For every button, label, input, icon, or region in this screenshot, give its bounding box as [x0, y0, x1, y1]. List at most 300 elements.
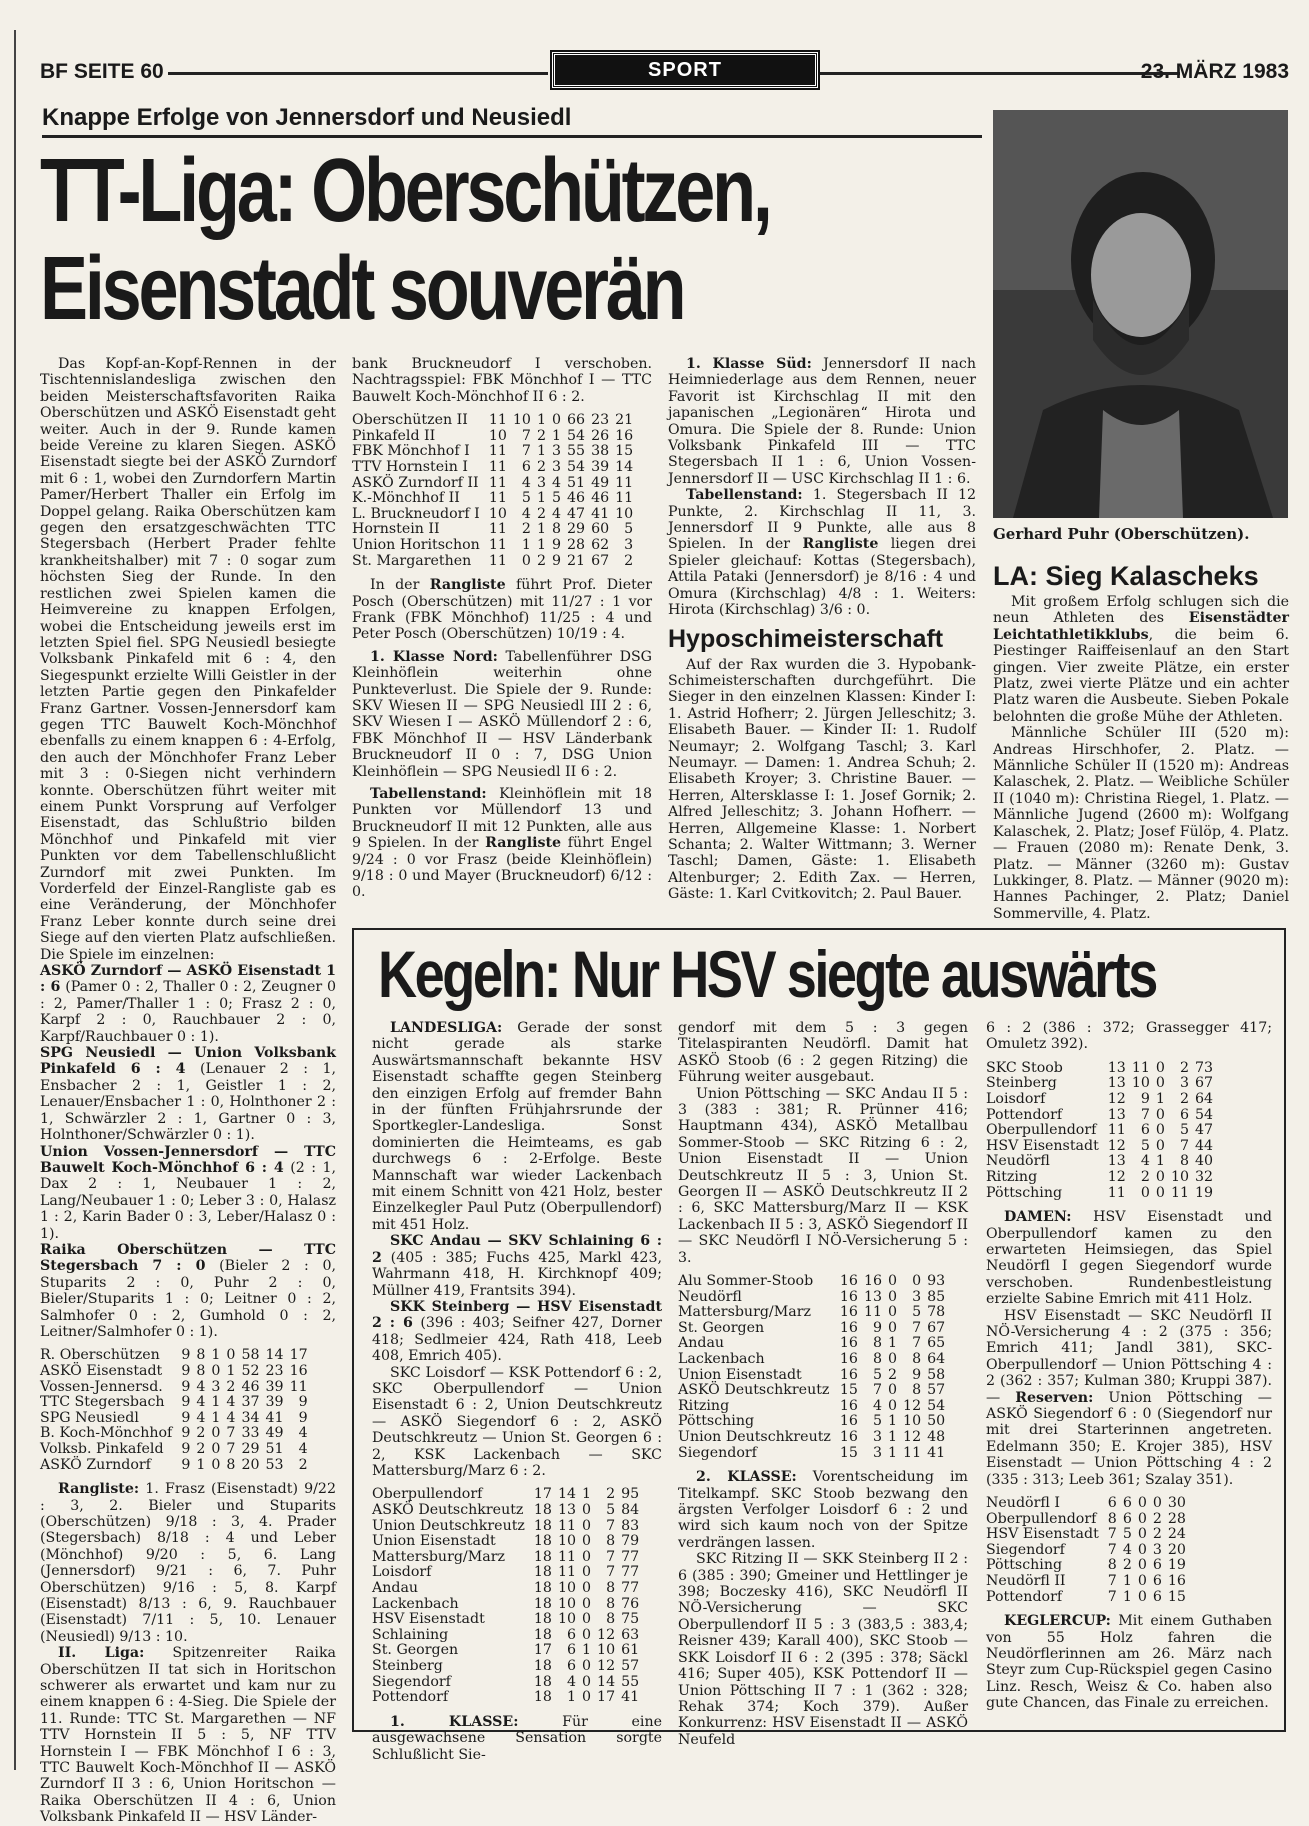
stat-cell: 16	[839, 1351, 858, 1368]
stat-cell: 20	[241, 1456, 260, 1473]
stat-cell: 49	[265, 1425, 284, 1442]
stat-cell: 7	[1107, 1526, 1117, 1543]
stat-cell: 18	[533, 1501, 552, 1518]
sued-tabellenstand: Tabellenstand: 1. Stegersbach II 12 Punkte, 2. Kirchschlag II 11, 3. Jennersdorf II 9 Punkte, alle aus 8 Spielen. In der Rangliste liegen drei Spieler gleichauf: Kottas (Stegersbach), Attila Pataki (Jennersdorf) je 8/16 : 4 und Omura (Kirchschlag) 4/8 : 1. Weiters: Hirota (Kirchschlag) 3/6 : 0.	[668, 487, 976, 619]
headline	[40, 142, 808, 338]
table-row	[678, 1305, 945, 1321]
stat-cell: 5	[521, 490, 531, 507]
stat-cell: 18	[533, 1626, 552, 1643]
stat-cell: 52	[241, 1362, 260, 1379]
stat-cell: 0	[1155, 1075, 1165, 1092]
stat-cell: 0	[1137, 1495, 1147, 1512]
table-row	[372, 1503, 639, 1519]
table-row	[40, 1364, 308, 1380]
stat-cell: 4	[226, 1409, 236, 1426]
table-row	[352, 538, 633, 554]
stat-cell: 2	[226, 1378, 236, 1395]
stat-cell: 0	[1137, 1541, 1147, 1558]
stat-cell: 10	[557, 1595, 577, 1612]
team-name: Pinkafeld II	[352, 427, 436, 444]
stat-cell: 11	[903, 1444, 922, 1461]
stat-cell: 10	[488, 427, 507, 444]
table-row	[40, 1442, 308, 1458]
stat-cell: 4	[196, 1409, 206, 1426]
stat-cell: 16	[863, 1273, 883, 1290]
stat-cell: 6	[1140, 1122, 1150, 1139]
team-name: B. Koch-Mönchhof	[40, 1425, 173, 1442]
stat-cell: 10	[557, 1611, 577, 1628]
stat-cell: 18	[533, 1595, 552, 1612]
standings-kegeln-klasse2	[986, 1061, 1213, 1201]
stat-cell: 0	[1155, 1168, 1165, 1185]
team-name: Steinberg	[986, 1075, 1057, 1092]
stat-cell: 18	[533, 1517, 552, 1534]
stat-cell: 11	[488, 459, 507, 475]
stat-cell: 11	[488, 490, 507, 507]
stat-cell: 18	[533, 1657, 552, 1674]
stat-cell: 7	[872, 1382, 883, 1399]
table-row	[372, 1597, 639, 1613]
stat-cell: 6	[1107, 1495, 1117, 1512]
table-row	[986, 1108, 1213, 1124]
la-intro: Mit großem Erfolg schlugen sich die neun Athleten des Eisenstädter Leichtathletikklubs, die beim 6. Piestinger Raiffeisenlauf an den Start gingen. Vier zweite Plätze, ein erster Platz, zwei vierte Plätze und ein achter Platz waren die Ausbeute. Sieben Pokale belohnten die große Mühe der Athleten.	[993, 594, 1289, 725]
stat-cell: 16	[839, 1429, 858, 1446]
stat-cell: 77	[621, 1564, 640, 1581]
table-row	[40, 1395, 308, 1411]
stat-cell: 7	[521, 443, 531, 460]
stat-cell: 0	[888, 1351, 898, 1368]
other-results: SKC Loisdorf — KSK Pottendorf 6 : 2, SKC Oberpullendorf — Union Eisenstadt 6 : 2, Union Deutschkreutz — ASKÖ Siegendorf 6 : 2, ASKÖ Deutschkreutz — Union St. Georgen 6 : 2, KSK Lackenbach — SKC Mattersburg/Marz 6 : 2.	[372, 1364, 662, 1479]
stat-cell: 1	[536, 536, 546, 553]
stat-cell: 1	[536, 443, 546, 460]
stat-cell: 13	[557, 1501, 577, 1518]
team-name: SKC Stoob	[986, 1059, 1063, 1076]
stat-cell: 1	[211, 1394, 221, 1411]
page-number: BF SEITE 60	[40, 60, 164, 83]
stat-cell: 4	[1140, 1153, 1150, 1170]
stat-cell: 4	[551, 505, 561, 522]
stat-cell: 51	[567, 474, 586, 491]
table-row	[986, 1154, 1213, 1170]
klasse2-paragraph: 2. KLASSE: Vorentscheidung im Titelkampf. SKC Stoob bezwang den ärgsten Verfolger Loisdorf 6 : 2 und wird sich kaum noch von der Spitze verdrängen lassen.	[678, 1469, 968, 1551]
la-column	[993, 556, 1289, 922]
stat-cell: 7	[521, 427, 531, 444]
stat-cell: 0	[582, 1564, 592, 1581]
stat-cell: 9	[181, 1440, 191, 1457]
stat-cell: 7	[912, 1335, 922, 1352]
stat-cell: 41	[621, 1689, 640, 1706]
hypo-paragraph: Auf der Rax wurden die 3. Hypobank-Schimeisterschaften durchgeführt. Die Sieger in den einzelnen Klassen: Kinder I: 1. Astrid Hofherr; 2. Jürgen Jelleschitz; 3. Elisabeth Bauer. — Kinder II: 1. Rudolf Neumayr; 2. Wolfgang Taschl; 3. Karl Neumayr. — Damen: 1. Andrea Schuh; 2. Elisabeth Kroyer; 3. Christine Bauer. — Herren, Altersklasse I: 1. Josef Gornik; 2. Alfred Jelleschitz; 3. Johann Hofherr. — Herren, Allgemeine Klasse: 1. Norbert Schanta; 2. Walter Wittmann; 3. Werner Taschl; Damen, Gäste: 1. Elisabeth Altenburger; 2. Edith Zax. — Herren, Gäste: 1. Karl Cvitkovitch; 2. Paul Bauer.	[668, 656, 976, 903]
team-name: HSV Eisenstadt	[372, 1611, 485, 1628]
stat-cell: 0	[888, 1273, 898, 1290]
table-row	[40, 1411, 308, 1427]
team-name: Union Eisenstadt	[678, 1366, 802, 1383]
stat-cell: 2	[536, 427, 546, 444]
stat-cell: 19	[1167, 1557, 1186, 1574]
table-row	[352, 413, 633, 429]
stat-cell: 4	[551, 474, 561, 491]
table-row	[678, 1321, 945, 1337]
stat-cell: 9	[181, 1347, 191, 1364]
stat-cell: 4	[521, 505, 531, 522]
table-row	[986, 1543, 1186, 1559]
stat-cell: 13	[863, 1288, 883, 1305]
stat-cell: 18	[533, 1579, 552, 1596]
stat-cell: 9	[298, 1409, 308, 1426]
stat-cell: 8	[912, 1351, 922, 1368]
table-row	[678, 1430, 945, 1446]
stat-cell: 16	[839, 1319, 858, 1336]
stat-cell: 4	[226, 1394, 236, 1411]
team-name: Lackenbach	[372, 1595, 459, 1612]
stat-cell: 9	[298, 1394, 308, 1411]
table-row	[372, 1675, 639, 1691]
stat-cell: 61	[621, 1642, 640, 1659]
table-row	[372, 1643, 639, 1659]
stat-cell: 2	[606, 1486, 616, 1503]
stat-cell: 4	[298, 1425, 308, 1442]
team-name: Oberpullendorf	[986, 1510, 1097, 1527]
stat-cell: 2	[521, 521, 531, 538]
stat-cell: 6	[1122, 1495, 1132, 1512]
stat-cell: 17	[533, 1486, 552, 1503]
stat-cell: 11	[488, 443, 507, 460]
stat-cell: 2	[1140, 1168, 1150, 1185]
stat-cell: 21	[615, 412, 634, 429]
issue-date: 23. MÄRZ 1983	[1140, 60, 1289, 83]
stat-cell: 44	[1195, 1137, 1214, 1154]
stat-cell: 67	[1195, 1075, 1214, 1092]
stat-cell: 2	[536, 552, 546, 569]
stat-cell: 3	[551, 459, 561, 475]
stat-cell: 9	[1140, 1091, 1150, 1107]
stat-cell: 37	[241, 1394, 260, 1411]
stat-cell: 2	[196, 1425, 206, 1442]
team-name: ASKÖ Deutschkreutz	[372, 1501, 524, 1518]
stat-cell: 3	[872, 1429, 883, 1446]
stat-cell: 0	[1155, 1059, 1165, 1076]
stat-cell: 5	[1122, 1526, 1132, 1543]
stat-cell: 0	[1140, 1184, 1150, 1201]
steinberg-result: SKK Steinberg — HSV Eisenstadt 2 : 6 (396 : 403; Seifner 427, Dorner 418; Sedlmeier 424, Rath 418, Leeb 408, Emrich 405).	[372, 1298, 662, 1365]
team-name: Andau	[678, 1335, 725, 1352]
table-row	[678, 1336, 945, 1352]
team-name: St. Georgen	[372, 1642, 459, 1659]
stat-cell: 1	[551, 427, 561, 444]
stat-cell: 54	[1195, 1106, 1214, 1123]
klasse1-results: Union Pöttsching — SKC Andau II 5 : 3 (383 : 381; R. Prünner 416; Hauptmann 434), ASKÖ Metallbau Sommer-Stoob — SKC Ritzing 6 : 2, Union Eisenstadt II — Union Deutschkreutz II 5 : 3, Union St. Georgen II — ASKÖ Deutschkreutz II 2 : 6, SKC Mattersburg/Marz II — KSK Lackenbach II 5 : 3, ASKÖ Siegendorf II — SKC Neudörfl I NÖ-Versicherung 5 : 3.	[678, 1085, 968, 1266]
stat-cell: 66	[567, 412, 586, 429]
stat-cell: 60	[591, 521, 610, 538]
stat-cell: 23	[265, 1362, 284, 1379]
header-rule-right	[820, 72, 1180, 75]
team-name: Oberpullendorf	[372, 1486, 483, 1503]
stat-cell: 0	[1137, 1510, 1147, 1527]
stat-cell: 16	[839, 1366, 858, 1383]
stat-cell: 16	[839, 1335, 858, 1352]
stat-cell: 6	[566, 1657, 577, 1674]
match-1: ASKÖ Zurndorf — ASKÖ Eisenstadt 1 : 6 (Pamer 0 : 2, Thaller 0 : 2, Zeugner 0 : 2, Pamer/Thaller 1 : 0; Frasz 2 : 0, Karpf 2 : 0, Rauchbauer 2 : 0, Karpf/Rauchbauer 0 : 1).	[40, 963, 336, 1045]
stat-cell: 64	[927, 1351, 946, 1368]
stat-cell: 1	[536, 490, 546, 507]
stat-cell: 1	[566, 1689, 577, 1706]
damen-results: HSV Eisenstadt — SKC Neudörfl II NÖ-Versicherung 4 : 2 (375 : 356; Emrich 411; Jandl 381), SKC-Oberpullendorf — Union Pöttsching 4 : 2 (362 : 357; Kulman 380; Kruppi 387). — Reserven: Union Pöttsching — ASKÖ Siegendorf 6 : 0 (Siegendorf nur mit drei Starterinnen angetreten. Edelmann 350; E. Krojer 385), HSV Eisenstadt — Union Pöttsching 4 : 2 (335 : 313; Leeb 361; Szalay 351).	[986, 1307, 1272, 1488]
stat-cell: 4	[196, 1394, 206, 1411]
table-row	[372, 1628, 639, 1644]
stat-cell: 6	[521, 459, 531, 475]
stat-cell: 1	[582, 1642, 592, 1659]
stat-cell: 0	[912, 1273, 922, 1290]
stat-cell: 50	[927, 1413, 946, 1430]
table-row	[986, 1092, 1213, 1108]
headline-line-1: TT-Liga: Oberschützen,	[40, 141, 770, 241]
stat-cell: 2	[1152, 1526, 1162, 1543]
stat-cell: 76	[621, 1595, 640, 1612]
team-name: Union Horitschon	[352, 536, 480, 553]
team-name: Mattersburg/Marz	[678, 1304, 811, 1321]
team-name: Pottendorf	[372, 1689, 449, 1706]
liga2-paragraph: II. Liga: Spitzenreiter Raika Oberschützen II tat sich in Horitschon schwerer als erwartet und kam nur zu einem knappen 6 : 4-Sieg. Die Spiele der 11. Runde: TTC St. Margarethen — NF TTV Hornstein II 5 : 5, NF TTV Hornstein I — FBK Mönchhof I 6 : 3, TTC Bauwelt Koch-Mönchhof II — ASKÖ Zurndorf II 3 : 6, Union Horitschon — Raika Oberschützen II 4 : 6, Union Volksbank Pinkafeld II — HSV Länder-	[40, 1645, 337, 1826]
stat-cell: 0	[582, 1548, 592, 1565]
stat-cell: 32	[1195, 1168, 1214, 1185]
stat-cell: 28	[567, 536, 586, 553]
stat-cell: 9	[181, 1394, 191, 1411]
stat-cell: 2	[1152, 1510, 1162, 1527]
hypo-title: Hyposchimeisterschaft	[668, 624, 944, 653]
team-name: Pöttsching	[986, 1557, 1063, 1574]
team-name: Alu Sommer-Stoob	[678, 1273, 814, 1290]
standings-liga2	[352, 413, 633, 569]
column-2	[352, 356, 652, 901]
stat-cell: 0	[582, 1626, 592, 1643]
stat-cell: 13	[1107, 1075, 1126, 1092]
stat-cell: 3	[536, 474, 546, 491]
nord-tabellenstand: Tabellenstand: Kleinhöflein mit 18 Punkten vor Müllendorf 13 und Bruckneudorf II mit 12 Punkten, alle aus 9 Spielen. In der Rangliste führt Engel 9/24 : 0 vor Frasz (beide Kleinhöflein) 9/18 : 0 und Mayer (Bruckneudorf) 6/12 : 0.	[352, 786, 652, 901]
stat-cell: 8	[551, 521, 561, 538]
landesliga-paragraph: LANDESLIGA: Gerade der sonst nicht gerade als starke Auswärtsmannschaft bekannte HSV Eisenstadt schaffte gegen Steinberg den einzigen Erfolg auf fremder Bahn in der fünften Frühjahrsrunde der Sportkegler-Landesliga. Sonst dominierten die Heimteams, es gab durchwegs 6 : 2-Erfolge. Beste Mannschaft war wieder Lackenbach mit einem Schnitt von 421 Holz, bester Einzelkegler Paul Putz (Oberpullendorf) mit 451 Holz.	[372, 1020, 662, 1233]
team-name: Mattersburg/Marz	[372, 1548, 505, 1565]
stat-cell: 46	[567, 490, 586, 507]
stat-cell: 0	[888, 1382, 898, 1399]
team-name: Union Eisenstadt	[372, 1533, 496, 1550]
stat-cell: 16	[839, 1397, 858, 1414]
stat-cell: 1	[196, 1456, 206, 1473]
table-row	[372, 1581, 639, 1597]
column-1	[40, 356, 336, 1826]
stat-cell: 8	[606, 1611, 616, 1628]
stat-cell: 14	[615, 459, 634, 475]
stat-cell: 9	[181, 1425, 191, 1442]
stat-cell: 11	[488, 412, 507, 429]
team-name: Siegendorf	[678, 1444, 757, 1461]
stat-cell: 16	[1167, 1573, 1186, 1590]
stat-cell: 84	[621, 1501, 640, 1518]
stat-cell: 13	[1107, 1059, 1126, 1076]
stat-cell: 4	[521, 474, 531, 491]
stat-cell: 0	[582, 1579, 592, 1596]
stat-cell: 0	[582, 1673, 592, 1690]
damen-paragraph: DAMEN: HSV Eisenstadt und Oberpullendorf kamen zu den erwarteten Heimsiegen, das Spiel Neudörfl I gegen Siegendorf wurde verschoben. Rundenbestleistung erzielte Sabine Emrich mit 411 Holz.	[986, 1209, 1272, 1308]
table-row	[986, 1186, 1213, 1202]
table-row	[40, 1458, 308, 1474]
stat-cell: 14	[557, 1486, 577, 1503]
stat-cell: 5	[606, 1501, 616, 1518]
stat-cell: 18	[533, 1564, 552, 1581]
stat-cell: 10	[488, 505, 507, 522]
stat-cell: 7	[1107, 1541, 1117, 1558]
stat-cell: 11	[1131, 1059, 1150, 1076]
kegeln-column-2	[678, 1020, 968, 1748]
team-name: ASKÖ Eisenstadt	[40, 1362, 163, 1379]
klasse-nord: 1. Klasse Nord: Tabellenführer DSG Kleinhöflein weiterhin ohne Punkteverlust. Die Spiele der 9. Runde: SKV Wiesen II — SPG Neusiedl III 2 : 6, SKV Wiesen I — ASKÖ Müllendorf 2 : 6, FBK Mönchhof II — HSV Länderbank Bruckneudorf II 0 : 7, DSG Union Kleinhöflein — SPG Neusiedl II 6 : 2.	[352, 648, 652, 780]
stat-cell: 93	[927, 1273, 946, 1290]
stat-cell: 0	[582, 1595, 592, 1612]
team-name: ASKÖ Zurndorf	[40, 1456, 151, 1473]
team-name: St. Margarethen	[352, 552, 472, 569]
stat-cell: 18	[533, 1548, 552, 1565]
stat-cell: 1	[1155, 1153, 1165, 1170]
kegeln-column-1	[372, 1020, 662, 1763]
table-row	[678, 1383, 945, 1399]
stat-cell: 3	[872, 1444, 883, 1461]
stat-cell: 46	[591, 490, 610, 507]
table-row	[986, 1496, 1186, 1512]
column-3	[668, 356, 976, 903]
team-name: Andau	[372, 1579, 419, 1596]
stat-cell: 12	[597, 1657, 616, 1674]
stat-cell: 12	[1107, 1168, 1126, 1185]
stat-cell: 9	[872, 1319, 883, 1336]
team-name: ASKÖ Zurndorf II	[352, 474, 479, 491]
stat-cell: 2	[1122, 1557, 1132, 1574]
stat-cell: 7	[606, 1548, 616, 1565]
stat-cell: 1	[536, 521, 546, 538]
stat-cell: 2	[536, 459, 546, 475]
stat-cell: 8	[606, 1533, 616, 1550]
stat-cell: 40	[1195, 1153, 1214, 1170]
stat-cell: 8	[606, 1579, 616, 1596]
stat-cell: 5	[551, 490, 561, 507]
stat-cell: 0	[211, 1425, 221, 1442]
stat-cell: 0	[521, 552, 531, 569]
stat-cell: 49	[591, 474, 610, 491]
stat-cell: 15	[615, 443, 634, 460]
standings-kegeln-damen	[986, 1496, 1186, 1605]
stat-cell: 11	[1107, 1122, 1126, 1139]
stat-cell: 5	[1179, 1122, 1189, 1139]
team-name: Neudörfl	[986, 1153, 1050, 1170]
stat-cell: 38	[591, 443, 610, 460]
match-2: SPG Neusiedl — Union Volksbank Pinkafeld 6 : 4 (Lenauer 2 : 1, Ensbacher 2 : 1, Geistler 1 : 2, Lenauer/Ensbacher 1 : 0, Holnthoner 2 : 1, Schwärzler 2 : 1, Gartner 0 : 3, Holnthoner/Schwärzler 0 : 1).	[40, 1045, 336, 1144]
table-row	[372, 1534, 639, 1550]
stat-cell: 16	[839, 1413, 858, 1430]
stat-cell: 8	[872, 1351, 883, 1368]
stat-cell: 41	[591, 505, 610, 522]
stat-cell: 18	[533, 1611, 552, 1628]
stat-cell: 39	[591, 459, 610, 475]
stat-cell: 41	[265, 1409, 284, 1426]
stat-cell: 0	[582, 1689, 592, 1706]
margin-line	[14, 30, 16, 1770]
stat-cell: 2	[1179, 1059, 1189, 1076]
stat-cell: 95	[621, 1486, 640, 1503]
stat-cell: 0	[1155, 1106, 1165, 1123]
team-name: Schlaining	[372, 1626, 449, 1643]
stat-cell: 11	[557, 1564, 577, 1581]
table-row	[986, 1139, 1213, 1155]
stat-cell: 6	[1152, 1588, 1162, 1605]
stat-cell: 85	[927, 1288, 946, 1305]
stat-cell: 75	[621, 1611, 640, 1628]
stat-cell: 1	[1122, 1573, 1132, 1590]
stat-cell: 12	[1107, 1137, 1126, 1154]
stat-cell: 54	[567, 459, 586, 475]
stat-cell: 4	[566, 1673, 577, 1690]
stat-cell: 5	[872, 1413, 883, 1430]
stat-cell: 1	[211, 1409, 221, 1426]
team-name: Pöttsching	[678, 1413, 755, 1430]
table-row	[352, 522, 633, 538]
rangliste-paragraph: Rangliste: 1. Frasz (Eisenstadt) 9/22 : 3, 2. Bieler und Stuparits (Oberschützen) 9/18 : 3, 4. Prader (Stegersbach) 8/18 : 4 und Leber (Mönchhof) 9/20 : 5, 6. Lang (Jennersdorf) 9/21 : 6, 7. Puhr Oberschützen) 9/16 : 5, 8. Karpf (Eisenstadt) 8/13 : 6, 9. Rauchbauer (Eisenstadt) 7/11 : 5, 10. Lenauer (Neusiedl) 9/13 : 10.	[40, 1481, 336, 1645]
stat-cell: 51	[265, 1440, 284, 1457]
stat-cell: 58	[241, 1347, 260, 1364]
stat-cell: 10	[597, 1642, 616, 1659]
stat-cell: 0	[1155, 1137, 1165, 1154]
stat-cell: 67	[927, 1319, 946, 1336]
table-row	[372, 1550, 639, 1566]
stat-cell: 8	[606, 1595, 616, 1612]
stat-cell: 10	[615, 505, 634, 522]
stat-cell: 3	[912, 1288, 922, 1305]
stat-cell: 8	[226, 1456, 236, 1473]
stat-cell: 3	[211, 1378, 221, 1395]
stat-cell: 20	[1167, 1541, 1186, 1558]
table-row	[986, 1170, 1213, 1186]
stat-cell: 7	[606, 1517, 616, 1534]
stat-cell: 8	[1107, 1557, 1117, 1574]
team-name: FBK Mönchhof I	[352, 443, 470, 460]
stat-cell: 7	[1179, 1137, 1189, 1154]
klasse-sued: 1. Klasse Süd: Jennersdorf II nach Heimniederlage aus dem Rennen, neuer Favorit ist Kirchschlag II mit den japanischen „Legionären“ Hirota und Omura. Die Spiele der 8. Runde: Union Volksbank Pinkafeld III — TTC Stegersbach II 1 : 6, Union Vossen-Jennersdorf II — USC Kirchschlag II 1 : 6.	[668, 356, 976, 487]
team-name: Neudörfl	[678, 1288, 742, 1305]
team-name: SPG Neusiedl	[40, 1409, 139, 1426]
stat-cell: 9	[181, 1456, 191, 1473]
stat-cell: 33	[241, 1425, 260, 1442]
table-row	[678, 1368, 945, 1384]
stat-cell: 10	[903, 1413, 922, 1430]
stat-cell: 8	[196, 1362, 206, 1379]
stat-cell: 26	[591, 427, 610, 444]
header-rule-left	[168, 72, 548, 75]
stat-cell: 10	[1170, 1168, 1189, 1185]
stat-cell: 2	[624, 552, 634, 569]
team-name: HSV Eisenstadt	[986, 1137, 1099, 1154]
stat-cell: 3	[1179, 1075, 1189, 1092]
stat-cell: 5	[872, 1366, 883, 1383]
stat-cell: 11	[1170, 1184, 1189, 1201]
stat-cell: 12	[903, 1397, 922, 1414]
stat-cell: 29	[567, 521, 586, 538]
stat-cell: 11	[863, 1304, 883, 1321]
stat-cell: 7	[606, 1564, 616, 1581]
team-name: Loisdorf	[372, 1564, 432, 1581]
team-name: Vossen-Jennersd.	[40, 1378, 163, 1395]
stat-cell: 2	[888, 1366, 898, 1383]
stat-cell: 48	[927, 1429, 946, 1446]
table-row	[986, 1512, 1186, 1528]
stat-cell: 23	[591, 412, 610, 429]
table-row	[986, 1527, 1186, 1543]
